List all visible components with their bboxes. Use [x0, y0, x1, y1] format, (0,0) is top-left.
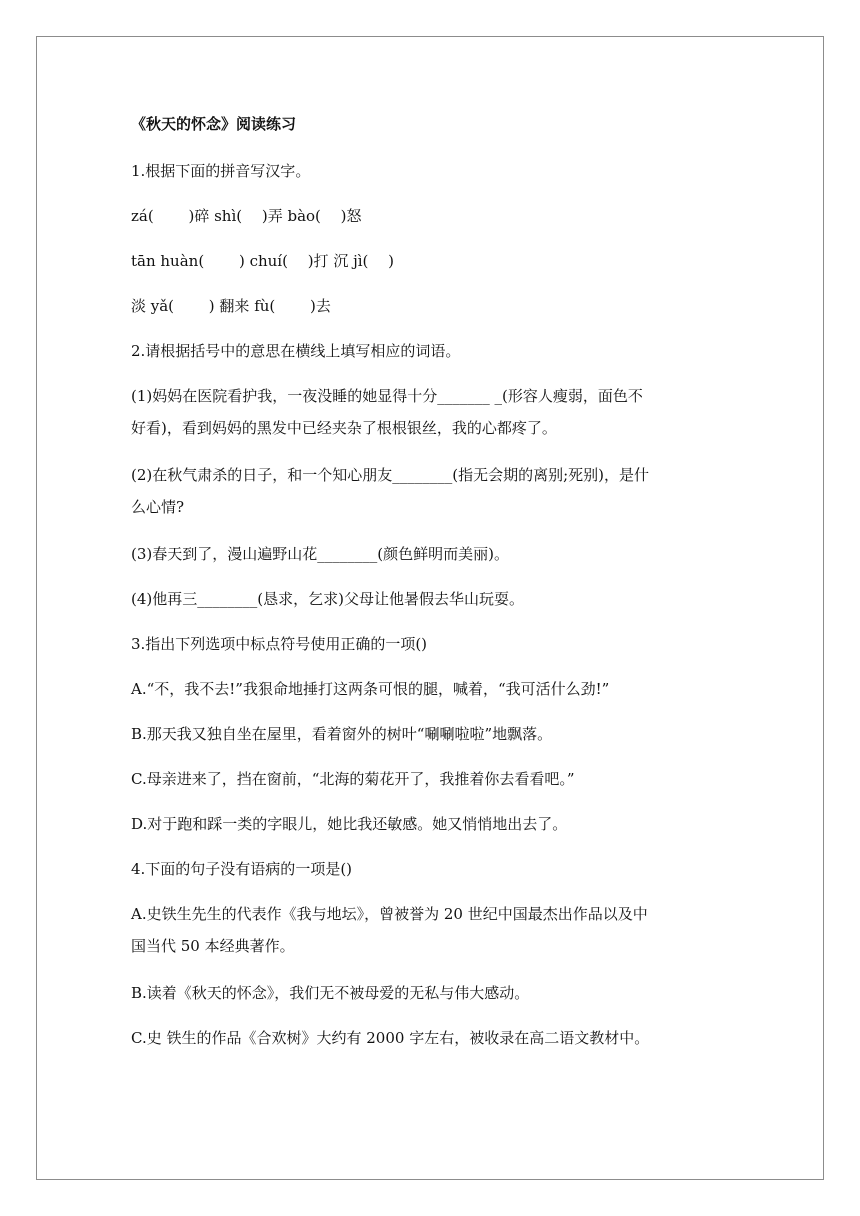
question-2-item-2-line-2: 么心情? [131, 498, 185, 516]
question-3-option-a: A.“不，我不去!”我狠命地捶打这两条可恨的腿，喊着，“我可活什么劲!” [131, 680, 610, 698]
question-1-stem: 1.根据下面的拼音写汉字。 [131, 162, 311, 180]
question-2-stem: 2.请根据括号中的意思在横线上填写相应的词语。 [131, 342, 461, 360]
question-4-option-b: B.读着《秋天的怀念》，我们无不被母爱的无私与伟大感动。 [131, 984, 530, 1002]
question-3-option-d: D.对于跑和踩一类的字眼儿，她比我还敏感。她又悄悄地出去了。 [131, 815, 568, 833]
question-4-stem: 4.下面的句子没有语病的一项是() [131, 860, 353, 878]
question-2-item-2 [131, 459, 731, 523]
question-1-row-1: zá( )碎 shì( )弄 bào( )怒 [131, 207, 362, 225]
question-4-option-a-line-2: 国当代 50 本经典著作。 [131, 937, 295, 955]
question-3-option-b: B.那天我又独自坐在屋里，看着窗外的树叶“唰唰啦啦”地飘落。 [131, 725, 553, 743]
document-title: 《秋天的怀念》阅读练习 [131, 115, 297, 133]
question-4-option-a-line-1: A.史铁生先生的代表作《我与地坛》，曾被誉为 20 世纪中国最杰出作品以及中 [131, 905, 648, 923]
question-1-row-2: tān huàn( ) chuí( )打 沉 jì( ) [131, 252, 395, 270]
question-2-item-1 [131, 380, 731, 444]
question-1-row-3: 淡 yǎ( ) 翻来 fù( )去 [131, 297, 331, 315]
question-4-option-c: C.史 铁生的作品《合欢树》大约有 2000 字左右，被收录在高二语文教材中。 [131, 1029, 650, 1047]
question-2-item-4: (4)他再三________(恳求，乞求)父母让他暑假去华山玩耍。 [131, 590, 524, 608]
question-2-item-2-line-1: (2)在秋气肃杀的日子，和一个知心朋友________(指无会期的离别;死别)，是什 [131, 466, 650, 484]
question-2-item-1-line-2: 好看)，看到妈妈的黑发中已经夹杂了根根银丝，我的心都疼了。 [131, 419, 557, 437]
question-3-option-c: C.母亲进来了，挡在窗前，“北海的菊花开了，我推着你去看看吧。” [131, 770, 575, 788]
question-4-option-a [131, 898, 731, 962]
question-2-item-1-line-1: (1)妈妈在医院看护我，一夜没睡的她显得十分_______ _(形容人瘦弱，面色不 [131, 387, 643, 405]
document-body [131, 108, 731, 1067]
question-2-item-3: (3)春天到了，漫山遍野山花________(颜色鲜明而美丽)。 [131, 545, 509, 563]
question-3-stem: 3.指出下列选项中标点符号使用正确的一项() [131, 635, 428, 653]
